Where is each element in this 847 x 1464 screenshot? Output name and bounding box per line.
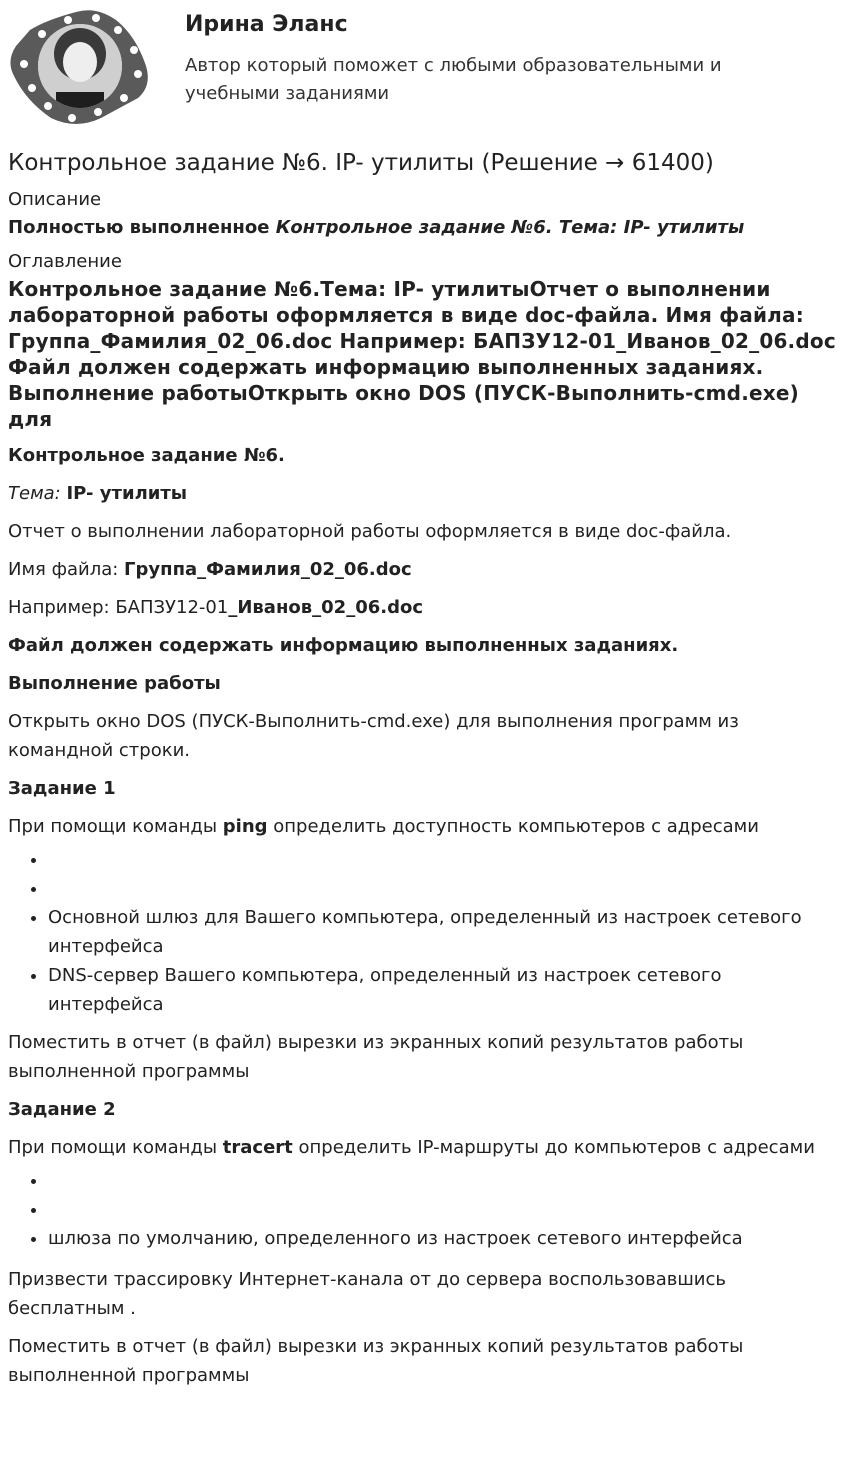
toc-label: Оглавление: [8, 251, 122, 272]
task2-command: tracert: [222, 1137, 293, 1158]
list-item: • DNS-сервер Вашего компьютера, определенный из настроек сетевого интерфейса: [48, 961, 840, 1019]
file-info: Файл должен содержать информацию выполненных заданиях.: [8, 635, 679, 656]
task2-note: Поместить в отчет (в файл) вырезки из экранных копий результатов работы выполненной программы: [8, 1336, 744, 1386]
example-line: [8, 593, 840, 622]
theme-value: IP- утилиты: [66, 483, 188, 504]
author-avatar[interactable]: [6, 6, 151, 128]
author-name[interactable]: Ирина Эланс: [185, 12, 348, 37]
task1-intro-before: При помощи команды: [8, 816, 223, 837]
toc-text: Контрольное задание №6.Тема: IP- утилитыОтчет о выполнении лабораторной работы оформляется в виде doc-файла. Имя файла: Группа_Фамилия_02_06.doc Например: БАПЗУ12-01_Иванов_02_06.doc Файл должен содержать информацию выполненных заданиях. Выполнение работыОткрыть окно DOS (ПУСК-Выполнить-cmd.exe) для: [8, 277, 836, 431]
task2-intro-after: определить IP-маршруты до компьютеров с адресами: [292, 1137, 815, 1158]
work-heading: Выполнение работы: [8, 673, 221, 694]
list-item: • Основной шлюз для Вашего компьютера, определенный из настроек сетевого интерфейса: [48, 903, 840, 961]
list-item: [48, 845, 840, 874]
work-text: Открыть окно DOS (ПУСК-Выполнить-cmd.exe) для выполнения программ из командной строки.: [8, 711, 739, 761]
theme-label: Тема:: [8, 483, 61, 504]
author-card: [0, 0, 847, 130]
task2-trace: Призвести трассировку Интернет-канала от до сервера воспользовавшись бесплатным .: [8, 1269, 727, 1319]
report-line: Отчет о выполнении лабораторной работы оформляется в виде doc-файла.: [8, 521, 732, 542]
list-item: • шлюза по умолчанию, определенного из настроек сетевого интерфейса: [48, 1224, 840, 1253]
task1-intro-after: определить доступность компьютеров с адресами: [267, 816, 759, 837]
task2-intro: [8, 1133, 840, 1162]
example-label: Например: БАПЗУ12-01: [8, 597, 229, 618]
theme-line: [8, 479, 840, 508]
filename-line: [8, 555, 840, 584]
body-heading: Контрольное задание №6.: [8, 445, 285, 466]
document-content: [8, 146, 840, 1390]
task1-heading: Задание 1: [8, 778, 116, 799]
description-label: Описание: [8, 189, 102, 210]
task1-intro: [8, 812, 840, 841]
list-item: [48, 1195, 840, 1224]
summary-italic: Контрольное задание №6. Тема: IP- утилиты: [275, 217, 745, 238]
task2-list: [8, 1166, 840, 1253]
task1-command: ping: [222, 816, 268, 837]
author-description: Автор который поможет с любыми образовательными и учебными заданиями: [185, 55, 722, 104]
filename-label: Имя файла:: [8, 559, 125, 580]
filename-value: Группа_Фамилия_02_06.doc: [124, 559, 412, 580]
task2-heading: Задание 2: [8, 1099, 116, 1120]
task1-list: [8, 845, 840, 1019]
page-title: Контрольное задание №6. IP- утилиты (Решение → 61400): [8, 150, 714, 176]
summary-prefix: Полностью выполненное: [8, 217, 276, 238]
task1-note: Поместить в отчет (в файл) вырезки из экранных копий результатов работы выполненной программы: [8, 1032, 744, 1082]
list-item: [48, 874, 840, 903]
task2-intro-before: При помощи команды: [8, 1137, 223, 1158]
list-item: [48, 1166, 840, 1195]
description-text: [8, 216, 840, 240]
example-value: _Иванов_02_06.doc: [228, 597, 423, 618]
